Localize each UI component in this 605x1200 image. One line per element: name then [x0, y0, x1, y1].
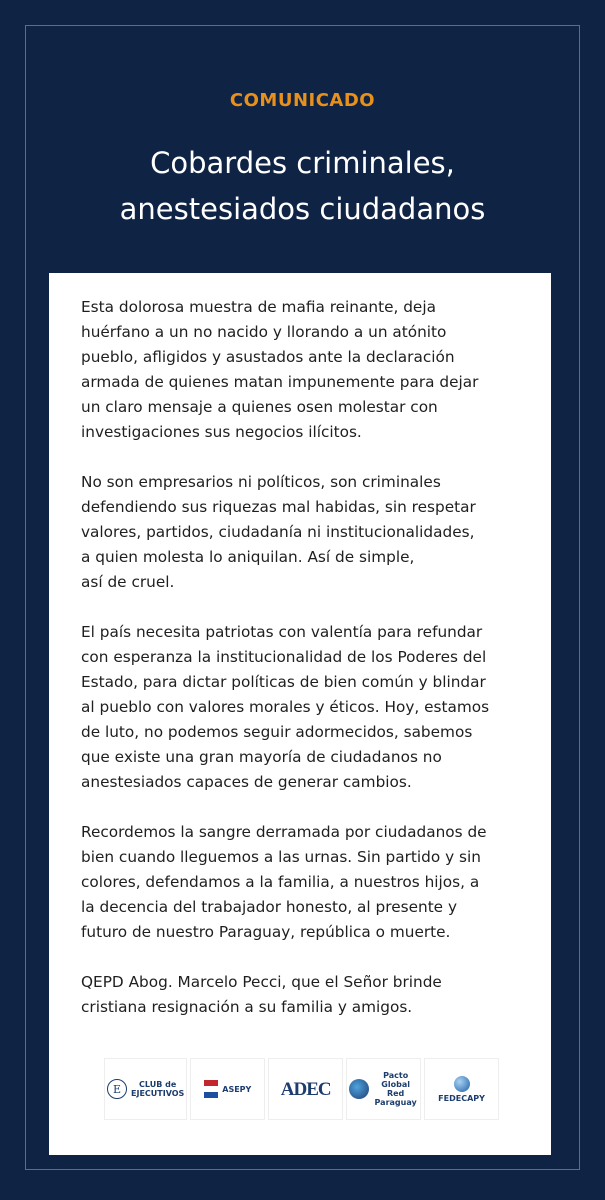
headline-line-2: anestesiados ciudadanos: [119, 192, 486, 226]
sponsor-logos: [104, 1058, 499, 1120]
asepy-logo: ASEPY: [190, 1058, 265, 1120]
headline: [0, 140, 605, 232]
paragraph-2: No son empresarios ni políticos, son criminales defendiendo sus riquezas mal habidas, sin respetar valores, partidos, ciudadanía ni institucionalidades, a quien molesta lo aniquilan. Así de simple, así de cruel.: [81, 473, 476, 591]
paragraph-4: Recordemos la sangre derramada por ciudadanos de bien cuando lleguemos a las urnas. Sin partido y sin colores, defendamos a la familia, a nuestros hijos, a la decencia del trabajador honesto, al presente y futuro de nuestro Paraguay, república o muerte.: [81, 823, 487, 941]
globe-icon: [349, 1079, 369, 1099]
paragraph-5: QEPD Abog. Marcelo Pecci, que el Señor brinde cristiana resignación a su familia y amigos.: [81, 973, 442, 1016]
pacto-global-logo: Pacto Global Red Paraguay: [346, 1058, 421, 1120]
paragraph-1: Esta dolorosa muestra de mafia reinante, deja huérfano a un no nacido y llorando a un atónito pueblo, afligidos y asustados ante la declaración armada de quienes matan impunemente para dejar un claro mensaje a quienes osen molestar con investigaciones sus negocios ilícitos.: [81, 298, 479, 441]
ball-icon: [454, 1076, 470, 1092]
adec-logo: ADEC: [268, 1058, 343, 1120]
club-de-ejecutivos-logo: E CLUB de EJECUTIVOS: [104, 1058, 187, 1120]
fedecapy-logo: FEDECAPY: [424, 1058, 499, 1120]
seal-icon: E: [107, 1079, 127, 1099]
statement-card: [49, 273, 551, 1155]
kicker-label: COMUNICADO: [229, 90, 376, 111]
paragraph-3: El país necesita patriotas con valentía para refundar con esperanza la institucionalidad de los Poderes del Estado, para dictar políticas de bien común y blindar al pueblo con valores morales y éticos. Hoy, estamos de luto, no podemos seguir adormecidos, sabemos que existe una gran mayoría de ciudadanos no anestesiados capaces de generar cambios.: [81, 623, 490, 791]
flag-icon: [204, 1080, 218, 1098]
headline-line-1: Cobardes criminales,: [150, 146, 455, 180]
